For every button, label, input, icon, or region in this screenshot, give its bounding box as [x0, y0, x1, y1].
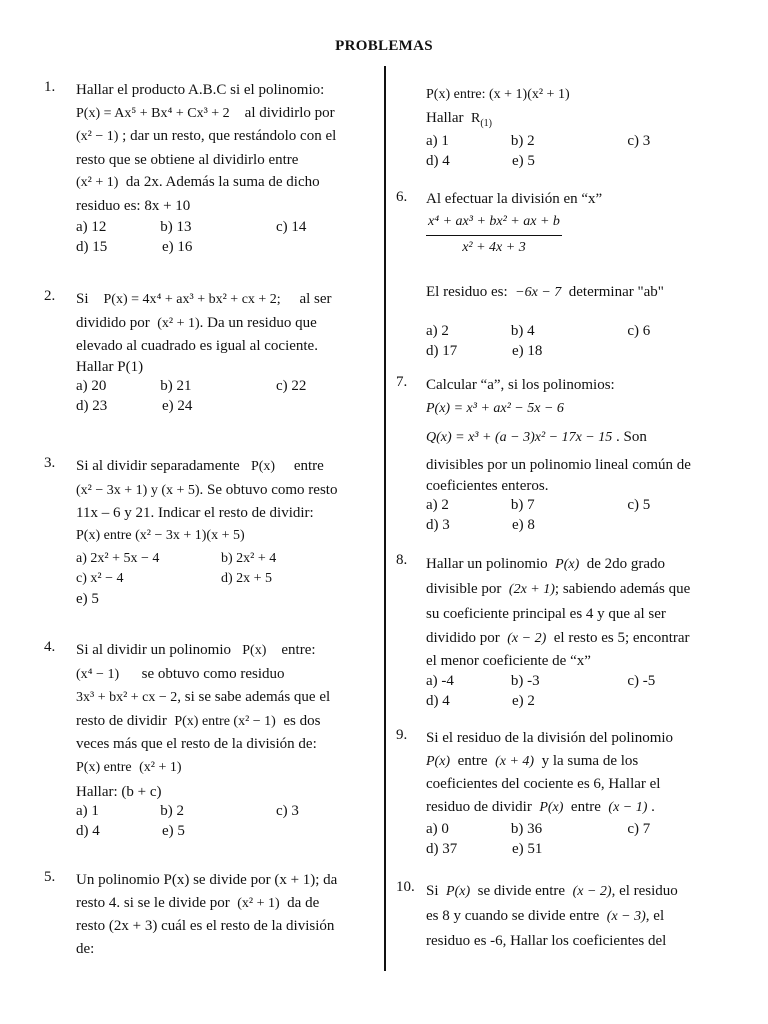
problem-text: de 2do grado	[586, 556, 666, 572]
divisor: (x² − 1)	[76, 129, 119, 144]
problem-number: 10.	[396, 879, 415, 895]
page-title: PROBLEMAS	[335, 38, 433, 54]
fraction-numerator: x⁴ + ax³ + bx² + ax + b	[426, 211, 562, 236]
problem-text: elevado al cuadrado es igual al cociente.	[76, 338, 318, 354]
problem-text: el resto es 5; encontrar	[553, 630, 690, 646]
divisor: (x² + 1)	[139, 759, 182, 775]
option: e) 16	[162, 239, 193, 255]
problem-text: entre:	[281, 642, 316, 658]
options-row	[426, 341, 726, 361]
options-row	[76, 217, 374, 237]
polynomial: P(x)	[539, 799, 564, 815]
problem-text: Si	[426, 883, 439, 899]
divisor: (x⁴ − 1)	[76, 666, 120, 682]
problem-text: Si	[76, 291, 89, 307]
problem-text: El residuo es:	[426, 284, 508, 300]
option: b) 13	[160, 219, 192, 235]
divisor: P(x) entre: (x + 1)(x² + 1)	[426, 87, 570, 102]
options-row	[426, 691, 726, 711]
problem-text: es dos	[283, 712, 321, 729]
problem-text: entre	[570, 798, 601, 815]
problem-text: se obtuvo como residuo	[141, 665, 285, 682]
option: d) 17	[426, 342, 458, 359]
option: c) 6	[627, 322, 651, 339]
problem-number: 8.	[396, 552, 408, 568]
divisor: (x − 3)	[606, 909, 646, 924]
remainder-symbol: R	[470, 111, 481, 126]
problem-text: dividido por	[426, 630, 500, 646]
divisor: (x² − 3x + 1) y (x + 5)	[76, 482, 200, 498]
problem-number: 9.	[396, 727, 408, 743]
problem-text: entre	[293, 458, 324, 474]
problem-text: Hallar: (b + c)	[76, 784, 162, 800]
problem-text: al dividirlo por	[244, 104, 335, 121]
problem-text: coeficientes del cociente es 6, Hallar el	[426, 776, 661, 792]
problem-text: Si el residuo de la división del polinomio	[426, 730, 674, 746]
option: b) 36	[510, 821, 543, 837]
divisor: (x + 4)	[495, 753, 535, 769]
options-row	[76, 237, 374, 257]
polynomial: P(x) entre	[76, 759, 132, 775]
option: a) -4	[426, 673, 454, 689]
option: d) 3	[426, 517, 450, 533]
problem-text: .	[651, 798, 655, 815]
problem-number: 4.	[44, 639, 56, 655]
option: c) 3	[627, 133, 651, 149]
problem-text: determinar "ab"	[568, 284, 664, 300]
problem-text: 11x – 6 y 21. Indicar el resto de dividir:	[76, 505, 314, 521]
problem-text: da de	[287, 894, 320, 911]
options-row	[76, 821, 374, 841]
polynomial: 3x³ + bx² + cx − 2	[76, 690, 178, 705]
options-row	[426, 671, 726, 691]
problem-text: entre	[457, 752, 488, 769]
options-row	[426, 131, 726, 151]
option: d) 4	[426, 693, 450, 709]
divisor: (2x + 1)	[508, 582, 555, 597]
divisor: (x² + 1)	[157, 315, 200, 331]
problem-text: . Da un residuo que	[199, 314, 317, 331]
problem-text: , el residuo	[611, 883, 678, 899]
option: c) 22	[275, 377, 307, 394]
problem-text: se divide entre	[477, 883, 566, 899]
problem-text: ; dar un resto, que restándolo con el	[122, 128, 337, 144]
polynomial: P(x)	[426, 753, 451, 769]
polynomial: P(x) = 4x⁴ + ax³ + bx² + cx + 2;	[103, 292, 281, 307]
option: e) 2	[512, 693, 535, 709]
options-row	[76, 569, 374, 589]
problem-text: Hallar un polinomio	[426, 556, 548, 572]
option: a) 12	[76, 219, 107, 235]
division-fraction	[426, 211, 562, 259]
problem-number: 3.	[44, 455, 56, 471]
problem-text: resto que se obtiene al dividirlo entre	[76, 151, 299, 168]
option: b) 7	[510, 497, 535, 513]
divisor: (x² + 1)	[76, 175, 119, 190]
option: d) 37	[426, 841, 458, 857]
polynomial-q: Q(x) = x³ + (a − 3)x² − 17x − 15	[426, 430, 613, 445]
problem-text: residuo de dividir	[426, 798, 532, 815]
problem-number: 6.	[396, 189, 408, 205]
problem-text: resto de dividir	[76, 712, 167, 729]
option: e) 51	[512, 841, 543, 857]
options-row	[76, 589, 374, 609]
problem-text: . Se obtuvo como resto	[199, 481, 338, 498]
problem-text: al ser	[299, 291, 332, 307]
option: e) 5	[162, 823, 185, 839]
problem-text: , si se sabe además que el	[177, 689, 331, 705]
problem-text: su coeficiente principal es 4 y que al ser	[426, 606, 666, 622]
option: e) 24	[162, 397, 193, 414]
problem-text: de:	[76, 940, 95, 957]
problem-text: Si al dividir un polinomio	[76, 642, 232, 658]
option: a) 1	[426, 133, 449, 149]
options-row	[426, 151, 726, 171]
option: b) 2x² + 4	[221, 551, 277, 566]
problem-text: da 2x. Además la suma de dicho	[125, 174, 320, 190]
option: a) 2	[426, 322, 449, 339]
option: a) 1	[76, 803, 99, 819]
options-row	[76, 549, 374, 569]
option: b) 4	[510, 322, 535, 339]
option: b) -3	[510, 673, 540, 689]
problem-number: 1.	[44, 79, 56, 95]
option: b) 21	[160, 377, 192, 394]
options-row	[426, 515, 726, 535]
residue-expression: −6x − 7	[515, 285, 562, 300]
option: c) 14	[275, 219, 307, 235]
problem-text: y la suma de los	[541, 752, 639, 769]
option: c) 7	[627, 821, 651, 837]
option: d) 4	[76, 823, 100, 839]
problem-text: resto (2x + 3) cuál es el resto de la división	[76, 918, 335, 934]
divisor: (x² + 1)	[237, 895, 280, 911]
problem-text: dividido por	[76, 314, 150, 331]
option: b) 2	[160, 803, 185, 819]
problem-text: Hallar	[426, 110, 464, 126]
divisor: P(x) entre (x² − 3x + 1)(x + 5)	[76, 527, 245, 543]
option: c) 3	[275, 803, 299, 819]
polynomial: P(x)	[242, 643, 267, 658]
problem-text: Calcular “a”, si los polinomios:	[426, 377, 615, 393]
polynomial: P(x)	[555, 557, 580, 572]
divisor: (x − 1)	[608, 799, 648, 815]
option: a) 20	[76, 377, 107, 394]
options-row	[426, 839, 726, 859]
option: d) 2x + 5	[221, 571, 273, 586]
option: c) 5	[627, 497, 651, 513]
column-divider	[384, 66, 386, 971]
problem-text: ; sabiendo además que	[554, 581, 691, 597]
problem-text: Hallar el producto A.B.C si el polinomio:	[76, 82, 325, 98]
problem-text: es 8 y cuando se divide entre	[426, 908, 600, 924]
option: b) 2	[510, 133, 535, 149]
polynomial: P(x)	[446, 884, 471, 899]
options-row	[76, 801, 374, 821]
problem-text: . Son	[616, 429, 647, 445]
option: e) 18	[512, 342, 543, 359]
options-row	[76, 376, 374, 396]
problem-text: Hallar P(1)	[76, 358, 144, 375]
divisor: (x − 2)	[507, 631, 547, 646]
option: a) 2x² + 5x − 4	[76, 551, 160, 566]
problem-text: divisible por	[426, 581, 502, 597]
option: a) 0	[426, 821, 449, 837]
option: a) 2	[426, 497, 449, 513]
polynomial: P(x) = Ax⁵ + Bx⁴ + Cx³ + 2	[76, 105, 230, 121]
problem-text: el menor coeficiente de “x”	[426, 653, 591, 669]
problem-text: Si al dividir separadamente	[76, 458, 240, 474]
option: d) 15	[76, 239, 108, 255]
divisor: (x − 2)	[572, 884, 612, 899]
fraction-denominator: x² + 4x + 3	[462, 239, 526, 255]
options-row	[426, 495, 726, 515]
problem-text: resto 4. si se le divide por	[76, 894, 230, 911]
problem-text: Un polinomio P(x) se divide por (x + 1); da	[76, 872, 338, 888]
options-row	[426, 321, 726, 341]
option: d) 23	[76, 397, 108, 414]
divisor: P(x) entre (x² − 1)	[174, 713, 276, 729]
polynomial-p: P(x) = x³ + ax² − 5x − 6	[426, 401, 564, 416]
option: e) 5	[76, 591, 99, 607]
problem-text: residuo es -6, Hallar los coeficientes del	[426, 933, 667, 949]
problem-number: 7.	[396, 374, 408, 390]
option: d) 4	[426, 153, 450, 169]
problem-text: veces más que el resto de la división de:	[76, 736, 317, 752]
option: c) -5	[627, 673, 656, 689]
problem-text: residuo es: 8x + 10	[76, 197, 191, 214]
options-row	[76, 396, 374, 416]
options-row	[426, 819, 726, 839]
option: e) 5	[512, 153, 535, 169]
option: e) 8	[512, 517, 535, 533]
problem-number: 5.	[44, 869, 56, 885]
problem-text: divisibles por un polinomio lineal común de	[426, 457, 691, 473]
problem-text: , el	[645, 908, 665, 924]
problem-text: coeficientes enteros.	[426, 478, 549, 494]
polynomial: P(x)	[250, 459, 276, 474]
remainder-subscript: (1)	[480, 118, 492, 129]
option: c) x² − 4	[76, 571, 124, 586]
problem-text: Al efectuar la división en “x”	[426, 191, 603, 207]
problem-number: 2.	[44, 288, 56, 304]
